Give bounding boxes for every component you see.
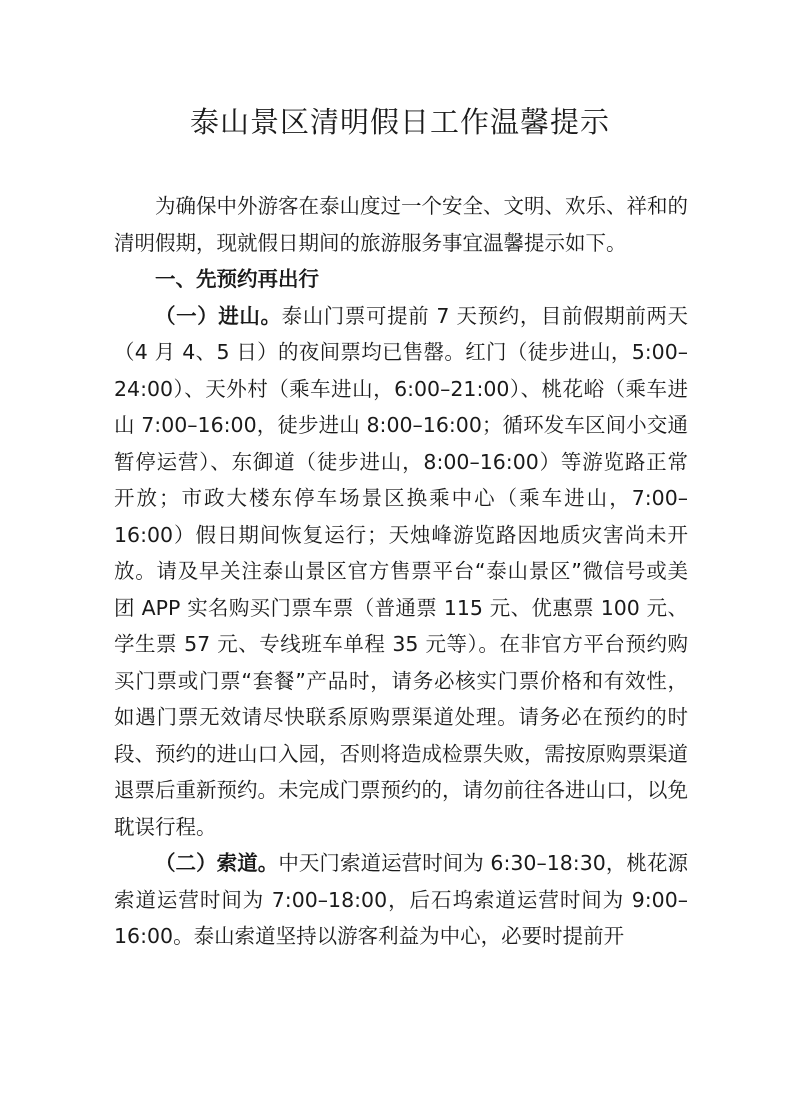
paragraph-cableway bbox=[114, 845, 688, 955]
entry-heading: （一）进山。 bbox=[155, 303, 282, 328]
cableway-text: 中天门索道运营时间为 6:30–18:30，桃花源索道运营时间为 7:00–18:00，后石坞索道运营时间为 9:00–16:00。泰山索道坚持以游客利益为中心，必要时提前开 bbox=[114, 851, 688, 948]
document-body bbox=[114, 188, 688, 955]
section-heading bbox=[114, 261, 688, 298]
section-1-heading: 一、先预约再出行 bbox=[155, 267, 319, 291]
entry-text: 泰山门票可提前 7 天预约，目前假期前两天（4 月 4、5 日）的夜间票均已售罄。红门（徒步进山，5:00–24:00）、天外村（乘车进山，6:00–21:00）、桃花峪（乘车进山 7:00–16:00，徒步进山 8:00–16:00；循环发车区间小交通暂停运营）、东御道（徒步进山，8:00–16:00）等游览路正常开放；市政大楼东停车场景区换乘中心（乘车进山，7:00–16:00）假日期间恢复运行；天烛峰游览路因地质灾害尚未开放。请及早关注泰山景区官方售票平台“泰山景区”微信号或美团 APP 实名购买门票车票（普通票 115 元、优惠票 100 元、学生票 57 元、专线班车单程 35 元等）。在非官方平台预约购买门票或门票“套餐”产品时，请务必核实门票价格和有效性，如遇门票无效请尽快联系原购票渠道处理。请务必在预约的时段、预约的进山口入园，否则将造成检票失败，需按原购票渠道退票后重新预约。未完成门票预约的，请勿前往各进山口，以免耽误行程。 bbox=[114, 303, 689, 839]
cableway-heading: （二）索道。 bbox=[155, 851, 279, 875]
document-title: 泰山景区清明假日工作温馨提示 bbox=[189, 105, 610, 139]
paragraph-entry bbox=[114, 298, 688, 846]
intro-paragraph: 为确保中外游客在泰山度过一个安全、文明、欢乐、祥和的清明假期，现就假日期间的旅游服务事宜温馨提示如下。 bbox=[114, 194, 688, 255]
